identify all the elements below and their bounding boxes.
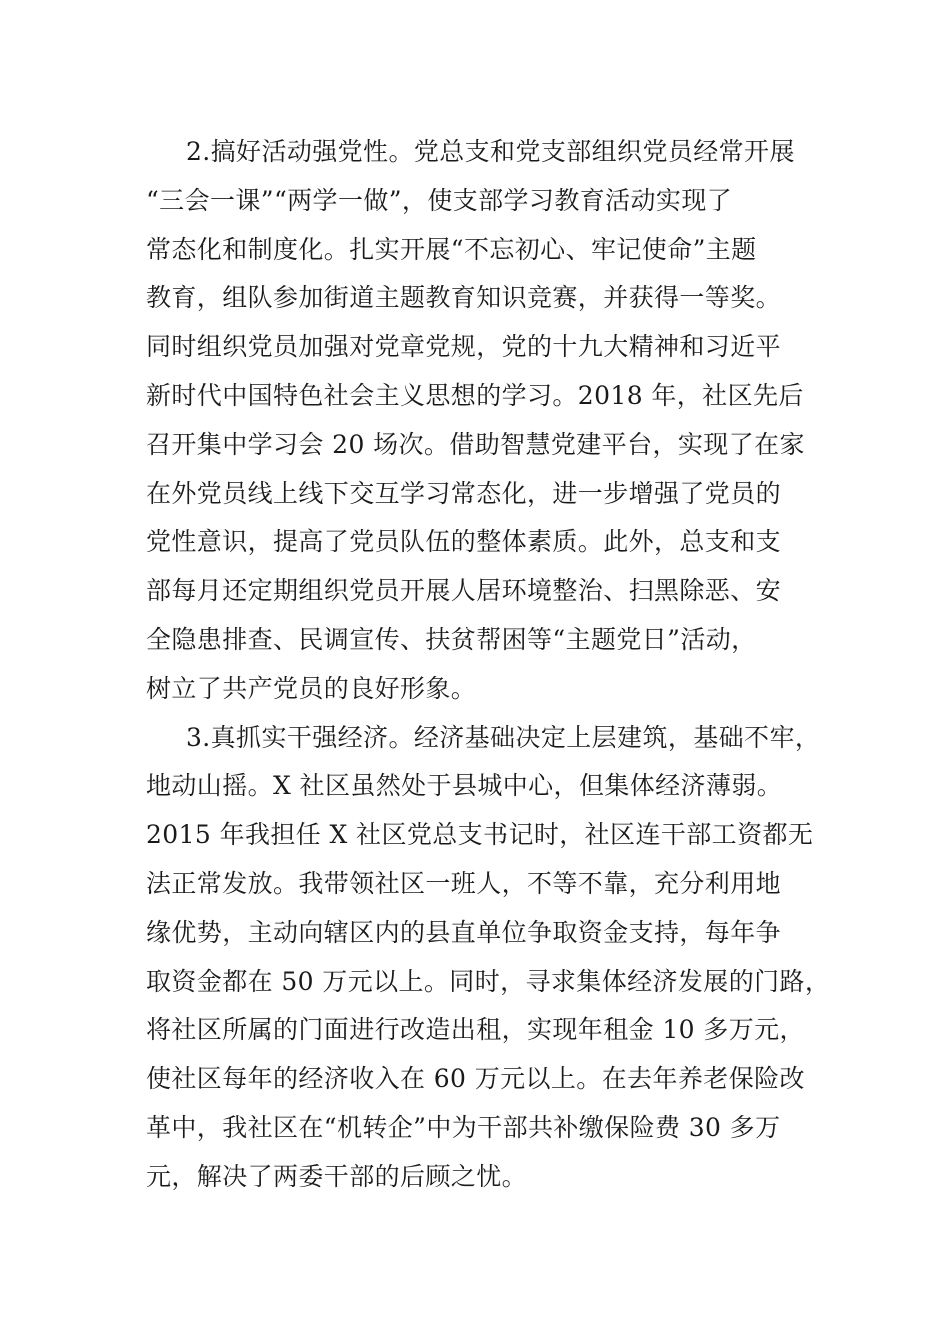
paragraph-line: 树立了共产党员的良好形象。 <box>146 673 477 703</box>
paragraph-party-activities <box>146 128 826 714</box>
paragraph-line: 2.搞好活动强党性。党总支和党支部组织党员经常开展 <box>186 137 795 166</box>
paragraph-line: “三会一课”“两学一做”，使支部学习教育活动实现了 <box>146 185 733 215</box>
paragraph-line: 常态化和制度化。扎实开展“不忘初心、牢记使命”主题 <box>146 234 757 264</box>
paragraph-line: 将社区所属的门面进行改造出租，实现年租金 10 多万元， <box>146 1015 805 1045</box>
paragraph-line: 在外党员线上线下交互学习常态化，进一步增强了党员的 <box>146 478 782 508</box>
paragraph-economy <box>146 714 831 1202</box>
paragraph-line: 全隐患排查、民调宣传、扶贫帮困等“主题党日”活动， <box>146 624 757 654</box>
paragraph-line: 法正常发放。我带领社区一班人，不等不靠，充分利用地 <box>146 868 782 898</box>
paragraph-line: 新时代中国特色社会主义思想的学习。2018 年，社区先后 <box>146 380 804 410</box>
paragraph-line: 党性意识，提高了党员队伍的整体素质。此外，总支和支 <box>146 527 782 557</box>
paragraph-line: 3.真抓实干强经济。经济基础决定上层建筑，基础不牢， <box>186 722 821 752</box>
paragraph-line: 革中，我社区在“机转企”中为干部共补缴保险费 30 多万 <box>146 1112 781 1142</box>
paragraph-line: 取资金都在 50 万元以上。同时，寻求集体经济发展的门路， <box>146 966 831 996</box>
paragraph-line: 元，解决了两委干部的后顾之忧。 <box>146 1161 528 1191</box>
paragraph-line: 部每月还定期组织党员开展人居环境整治、扫黑除恶、安 <box>146 576 782 606</box>
paragraph-line: 教育，组队参加街道主题教育知识竞赛，并获得一等奖。 <box>146 283 782 313</box>
paragraph-line: 同时组织党员加强对党章党规，党的十九大精神和习近平 <box>146 332 782 362</box>
paragraph-line: 使社区每年的经济收入在 60 万元以上。在去年养老保险改 <box>146 1064 805 1094</box>
paragraph-line: 2015 年我担任 X 社区党总支书记时，社区连干部工资都无 <box>146 820 814 850</box>
document-body <box>146 128 831 1202</box>
paragraph-line: 缘优势，主动向辖区内的县直单位争取资金支持，每年争 <box>146 917 782 947</box>
paragraph-line: 地动山摇。X 社区虽然处于县城中心，但集体经济薄弱。 <box>146 771 783 801</box>
paragraph-line: 召开集中学习会 20 场次。借助智慧党建平台，实现了在家 <box>146 429 805 459</box>
